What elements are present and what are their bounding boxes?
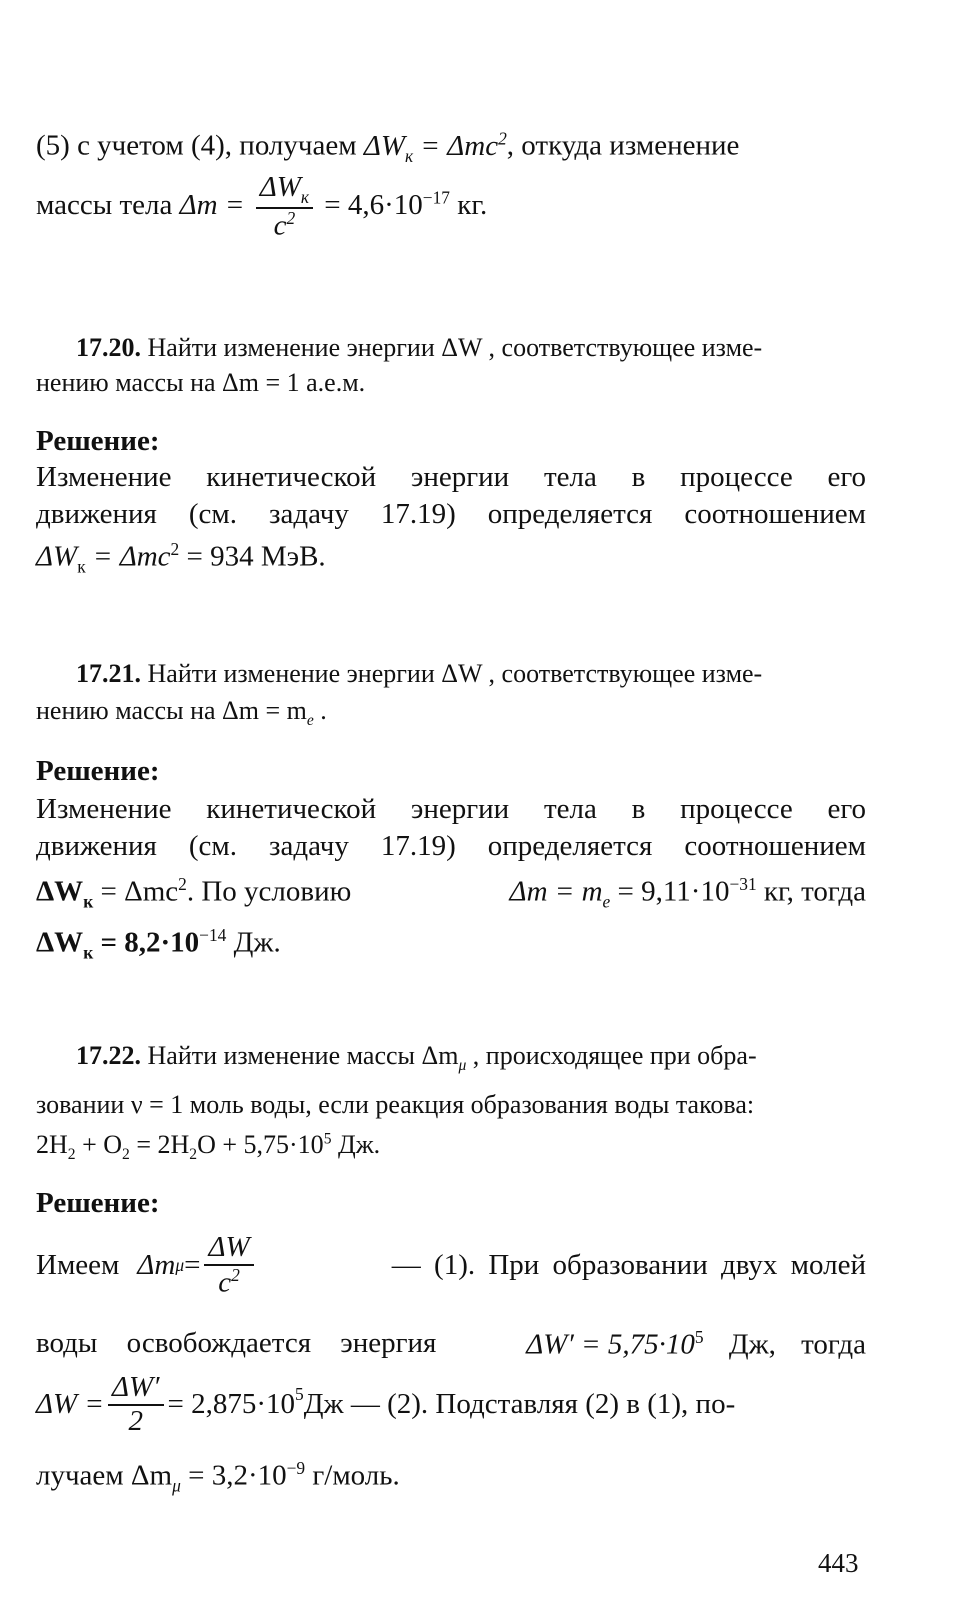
text-line: зовании ν = 1 моль воды, если реакция образования воды такова: (36, 1090, 755, 1119)
formula-part: ΔW (259, 171, 301, 203)
formula-line (36, 539, 866, 577)
formula-sub: к (300, 186, 310, 207)
text-fragment: Найти изменение энергии ΔW , соответствующее изме- (141, 659, 763, 688)
solution-label: Решение: (36, 1187, 160, 1219)
text-fragment: лучаем Δm (36, 1459, 173, 1492)
fraction (256, 172, 313, 242)
fraction-denominator: 2 (128, 1404, 144, 1437)
formula-sub: μ (172, 1475, 181, 1496)
text-fragment: Дж. (226, 926, 281, 959)
text-fragment: нению массы на Δm = 1 а.е.м. (36, 368, 366, 397)
formula-sub: e (306, 712, 314, 730)
text-fragment: нению массы на Δm = m (36, 696, 307, 725)
text-fragment: воды освобождается энергия (36, 1327, 437, 1359)
text-line: движения (см. задачу 17.19) определяется соотношением (36, 498, 866, 530)
formula-part: ΔW (363, 129, 406, 162)
formula-part: Δm = m (509, 875, 603, 908)
formula-sup: 5 (295, 1384, 304, 1405)
text-fragment: массы тела (36, 188, 173, 221)
text-line: Изменение кинетической энергии тела в процессе его (36, 461, 866, 493)
formula-part: Δm = (179, 188, 245, 221)
fraction (108, 1372, 164, 1438)
formula-sub: к (83, 942, 94, 963)
problem-statement-1721 (76, 659, 866, 689)
text-line (36, 172, 866, 242)
formula-sub: к (77, 556, 86, 577)
formula-part: 2H (36, 1130, 68, 1159)
formula-sup: 5 (323, 1130, 332, 1148)
formula-part: = Δmc (85, 540, 171, 573)
formula-part: = 3,2·10 (180, 1459, 287, 1492)
problem-number: 17.22. (76, 1041, 141, 1070)
text-line: движения (см. задачу 17.19) определяется соотношением (36, 830, 866, 862)
formula-sub: 2 (122, 1146, 130, 1164)
text-line (36, 128, 866, 166)
text-fragment: . (313, 696, 327, 725)
text-line (36, 696, 866, 730)
formula-part: = Δmc (93, 875, 179, 908)
formula-group (36, 1232, 258, 1299)
formula-part: = Δmc (413, 129, 499, 162)
formula-part: c (218, 1266, 232, 1299)
formula-sub: e (602, 891, 611, 912)
text-fragment: Имеем (36, 1249, 120, 1282)
formula-part: = 9,11·10 (610, 875, 730, 908)
formula-part: ΔW′ = 5,75·10 (526, 1328, 695, 1361)
solution-label: Решение: (36, 425, 160, 457)
problem-statement-1722 (76, 1041, 866, 1075)
formula-sup: 2 (170, 539, 180, 559)
text-fragment: Найти изменение энергии ΔW , соответствующее изме- (141, 333, 763, 362)
formula-sub: μ (175, 1255, 185, 1276)
formula-part: ΔW (36, 926, 84, 959)
formula-sup: 2 (286, 207, 296, 228)
problem-statement-1720 (76, 333, 866, 363)
text-fragment: (5) с учетом (4), получаем (36, 129, 357, 162)
text-fragment: Найти изменение массы Δm (141, 1041, 459, 1070)
formula-line (36, 1372, 866, 1438)
formula-line (36, 1327, 866, 1362)
fraction (204, 1232, 253, 1299)
formula-part: + O (75, 1130, 123, 1159)
formula-line (36, 1130, 866, 1164)
text-line (36, 368, 866, 398)
formula-sup: −31 (729, 874, 757, 894)
formula (363, 128, 507, 166)
formula-sup: −14 (199, 925, 227, 945)
formula-sup: 2 (178, 874, 187, 894)
fraction-numerator: ΔW′ (108, 1372, 164, 1406)
text-fragment: кг. (449, 188, 488, 221)
formula-sup: −9 (286, 1458, 306, 1478)
problem-number: 17.20. (76, 333, 141, 362)
formula-sub: к (83, 891, 94, 912)
text-fragment: — (1). При образовании двух молей (391, 1249, 866, 1282)
formula-part: O + 5,75·10 (197, 1130, 324, 1159)
formula-group (526, 1327, 866, 1362)
formula-sup: −17 (422, 187, 450, 208)
formula-part: ΔW (36, 875, 84, 908)
formula-part: ΔW = (36, 1388, 104, 1421)
text-fragment: г/моль. (305, 1459, 400, 1492)
formula-part: c (273, 209, 287, 242)
formula-part: = 2H (129, 1130, 190, 1159)
page-number: 443 (818, 1548, 859, 1578)
text-fragment: , откуда изменение (506, 129, 740, 162)
fraction-numerator (256, 172, 313, 209)
text-fragment: , происходящее при обра- (466, 1041, 757, 1070)
formula-part: = 2,875·10 (167, 1388, 296, 1421)
formula-sub: 2 (67, 1146, 76, 1164)
formula-line (36, 874, 866, 912)
fraction-numerator: ΔW (204, 1232, 253, 1266)
formula-group (510, 874, 866, 912)
fraction-denominator (256, 209, 313, 243)
formula-group (36, 874, 351, 912)
formula-line (36, 1232, 866, 1299)
formula-sup: 2 (231, 1264, 240, 1285)
text-fragment: Дж — (2). Подставляя (2) в (1), по- (303, 1388, 736, 1421)
text-fragment: Дж, тогда (703, 1328, 866, 1361)
formula-sup: 5 (694, 1327, 704, 1347)
formula-part: ΔW (36, 540, 78, 573)
text-fragment: . По условию (186, 875, 352, 908)
formula-part: = (184, 1249, 201, 1282)
formula-part: = 4,6·10 (324, 188, 423, 221)
formula-line (36, 925, 866, 963)
formula-line (36, 1458, 866, 1496)
formula-part: Дж. (331, 1130, 381, 1159)
formula-sub: к (405, 145, 414, 166)
solution-label: Решение: (36, 755, 160, 787)
formula-part: = 8,2·10 (93, 926, 200, 959)
formula-sub: 2 (189, 1146, 198, 1164)
formula-sup: 2 (498, 128, 507, 148)
fraction-denominator (204, 1266, 253, 1300)
text-fragment: кг, тогда (756, 875, 866, 908)
formula-sub: μ (458, 1057, 467, 1075)
formula-part: = 934 МэВ. (179, 540, 326, 573)
text-line: Изменение кинетической энергии тела в процессе его (36, 793, 866, 825)
problem-number: 17.21. (76, 659, 141, 688)
formula-part: Δm (137, 1249, 176, 1282)
